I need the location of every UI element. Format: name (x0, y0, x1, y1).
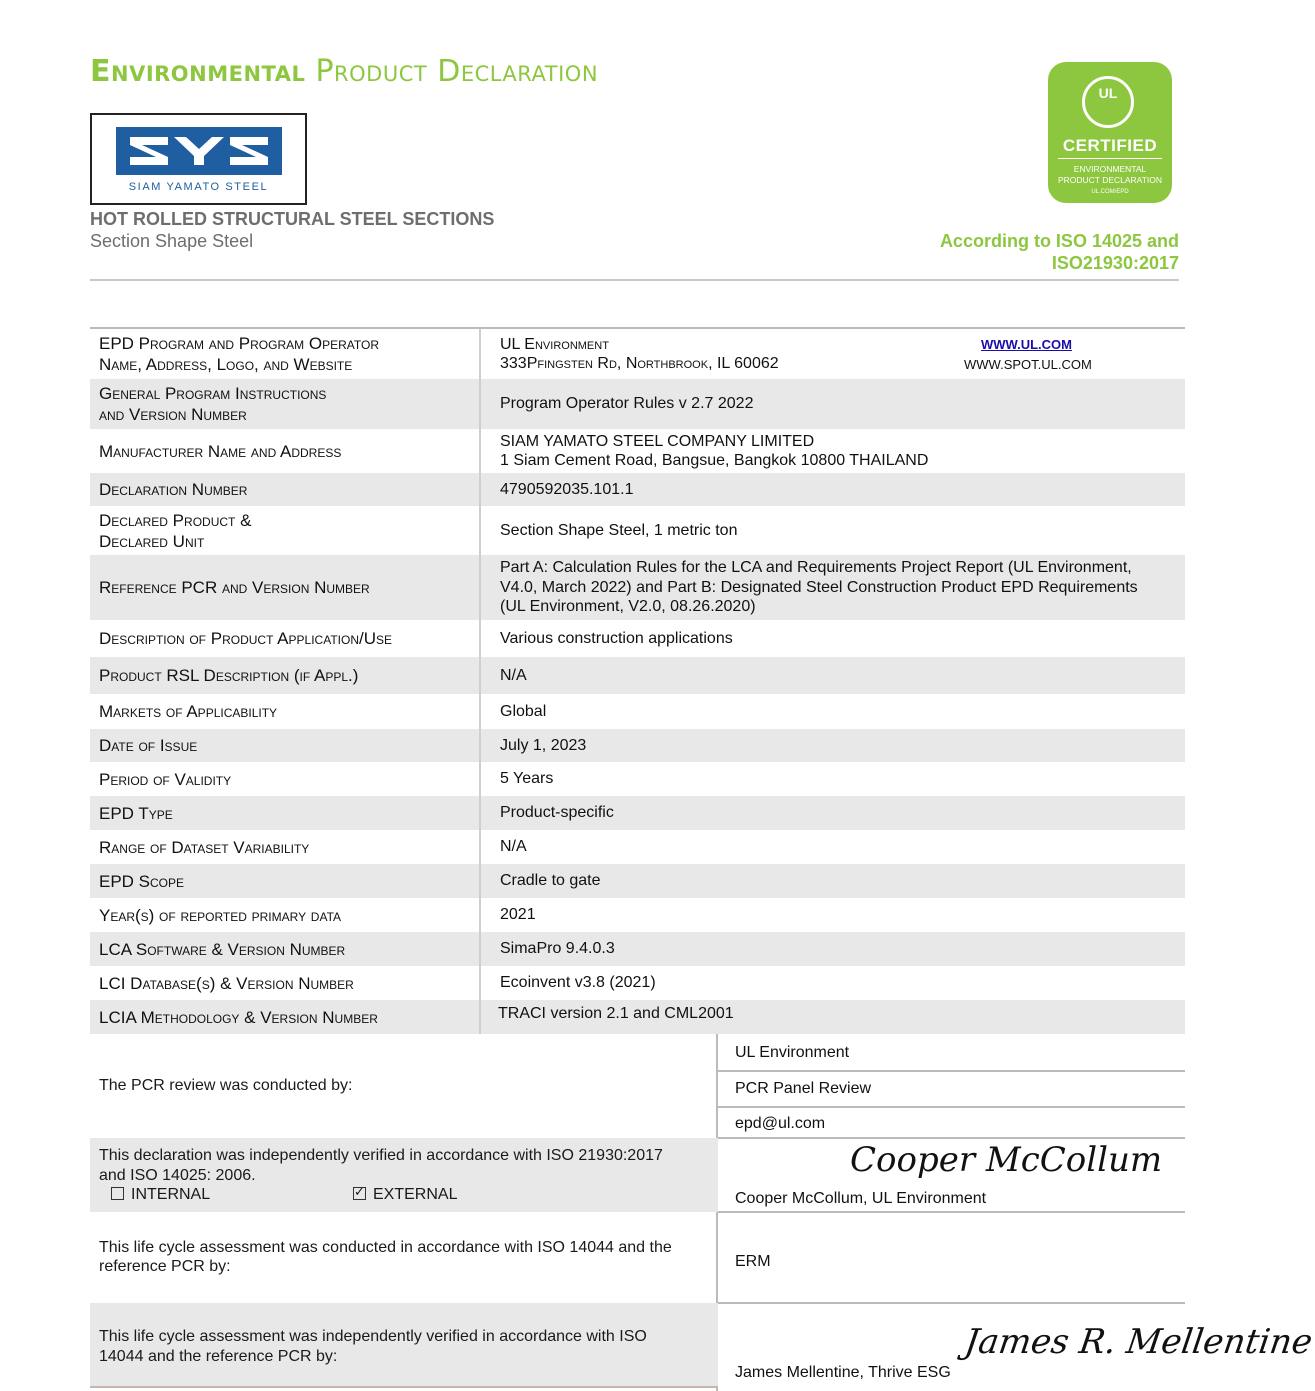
table-row (90, 620, 1185, 657)
internal-label: INTERNAL (131, 1186, 211, 1203)
row-value: TRACI version 2.1 and CML2001 (498, 1005, 734, 1023)
row-value: N/A (500, 838, 527, 856)
value-line2: V4.0, March 2022) and Part B: Designated Steel Construction Product EPD Requirements (500, 578, 1138, 596)
column-divider (479, 966, 481, 1000)
column-divider (479, 329, 481, 379)
lca-conducted-row (90, 1212, 718, 1302)
lca-conducted-text (99, 1212, 700, 1302)
logo-brand-text: SIAM YAMATO STEEL (128, 181, 269, 193)
row-value: Product-specific (500, 804, 614, 822)
value-line2: 1 Siam Cement Road, Bangsue, Bangkok 10800 THAILAND (500, 452, 929, 469)
value-line3: (UL Environment, V2.0, 08.26.2020) (500, 598, 756, 616)
internal-checkbox[interactable] (111, 1187, 124, 1200)
column-divider (479, 729, 481, 762)
lca-text-line1: This life cycle assessment was conducted in accordance with ISO 14044 and the (99, 1238, 672, 1256)
external-label: EXTERNAL (373, 1186, 458, 1203)
table-row (90, 506, 1185, 555)
iso-standard-note (940, 230, 1179, 274)
lca-verify-line2: 14044 and the reference PCR by: (99, 1347, 338, 1365)
column-divider (479, 620, 481, 657)
sys-logo-icon (116, 127, 282, 175)
ul-website-link[interactable]: WWW.UL.COM (981, 337, 1072, 352)
column-divider (479, 657, 481, 694)
badge-caption (1048, 164, 1172, 186)
pcr-review-org: UL Environment (735, 1044, 850, 1061)
row-label: EPD Type (99, 803, 173, 823)
product-subtitle: Section Shape Steel (90, 231, 254, 251)
external-option[interactable] (353, 1185, 457, 1205)
lca-verifier-name: James Mellentine, Thrive ESG (735, 1364, 951, 1381)
column-divider (479, 555, 481, 620)
badge-certified: CERTIFIED (1062, 136, 1158, 155)
row-label: LCIA Methodology & Version Number (99, 1007, 378, 1027)
row-label: LCA Software & Version Number (99, 939, 346, 959)
column-divider (479, 379, 481, 429)
ul-mark-text: UL (1098, 85, 1118, 101)
column-divider (479, 830, 481, 864)
lca-verification-row (90, 1303, 718, 1387)
table-row (90, 1000, 1185, 1034)
lca-text-line2: reference PCR by: (99, 1258, 231, 1275)
badge-line2: PRODUCT DECLARATION (1057, 175, 1163, 185)
row-value: Various construction applications (500, 629, 733, 647)
table-row-program-operator (90, 329, 1185, 379)
column-divider (479, 898, 481, 932)
table-row (90, 796, 1185, 830)
row-label: Year(s) of reported primary data (99, 905, 342, 925)
iso-line2: ISO21930:2017 (1051, 253, 1179, 273)
lca-verifier-signature: James R. Mellentine (962, 1322, 1315, 1362)
verification-row (90, 1138, 718, 1212)
table-row (90, 379, 1185, 429)
review-divider (718, 1106, 1185, 1108)
table-row (90, 555, 1185, 620)
pcr-panel: PCR Panel Review (735, 1080, 872, 1097)
column-divider (479, 762, 481, 796)
review-divider (718, 1211, 1185, 1213)
table-row (90, 473, 1185, 506)
value-line1: SIAM YAMATO STEEL COMPANY LIMITED (500, 432, 815, 450)
row-label (99, 329, 479, 379)
row-label: Product RSL Description (if Appl.) (99, 666, 359, 685)
row-value: Cradle to gate (500, 872, 601, 890)
row-label: Manufacturer Name and Address (99, 441, 342, 461)
label-line1: General Program Instructions (99, 384, 327, 403)
table-row (90, 898, 1185, 932)
row-value: Program Operator Rules v 2.7 2022 (500, 395, 754, 413)
iso-line1: According to ISO 14025 and (939, 231, 1179, 251)
internal-option[interactable] (111, 1185, 210, 1205)
table-row (90, 729, 1185, 762)
badge-url: UL.COM/EPD (1091, 189, 1129, 195)
verification-line1: This declaration was independently verified in accordance with ISO 21930:2017 (99, 1147, 663, 1164)
row-label (99, 506, 479, 555)
lca-practitioner: ERM (735, 1253, 771, 1270)
ul-certified-badge (1048, 62, 1172, 203)
badge-divider (1058, 158, 1162, 159)
row-value: N/A (500, 666, 527, 684)
table-row (90, 830, 1185, 864)
row-value: 5 Years (500, 770, 554, 788)
label-line1: Declared Product & (99, 510, 252, 530)
title-rest: Product Declaration (315, 54, 599, 89)
row-label (99, 379, 479, 429)
operator-address: 333Pfingsten Rd, Northbrook, IL 60062 (500, 355, 779, 372)
row-value: Section Shape Steel, 1 metric ton (500, 521, 738, 539)
label-line2: Declared Unit (99, 531, 205, 551)
row-label: Period of Validity (99, 769, 232, 789)
column-divider (479, 932, 481, 966)
row-value: July 1, 2023 (500, 736, 587, 754)
bottom-border (90, 1386, 718, 1388)
table-row (90, 762, 1185, 796)
external-checkbox[interactable] (353, 1187, 366, 1200)
table-row (90, 429, 1185, 473)
label-line2: and Version Number (99, 405, 247, 424)
verification-text (99, 1146, 700, 1212)
review-divider (718, 1070, 1185, 1072)
page-title (90, 54, 598, 89)
verifier-name: Cooper McCollum, UL Environment (735, 1190, 987, 1207)
ul-mark-icon (1082, 76, 1134, 128)
column-divider (479, 864, 481, 898)
column-divider (479, 694, 481, 729)
operator-name: UL Environment (500, 335, 609, 353)
row-value: Ecoinvent v3.8 (2021) (500, 974, 656, 992)
header-divider (90, 279, 1179, 281)
review-divider (718, 1302, 1185, 1304)
label-line1: EPD Program and Program Operator (99, 334, 379, 353)
table-row (90, 864, 1185, 898)
row-label: Description of Product Application/Use (99, 629, 392, 648)
pcr-review-text: The PCR review was conducted by: (99, 1077, 353, 1095)
column-divider (479, 429, 481, 473)
row-label: EPD Scope (99, 871, 185, 891)
row-label: Reference PCR and Version Number (99, 578, 370, 597)
row-value: SimaPro 9.4.0.3 (500, 940, 615, 958)
title-bold: Environmental (90, 54, 306, 89)
product-title: HOT ROLLED STRUCTURAL STEEL SECTIONS (90, 209, 495, 229)
pcr-email: epd@ul.com (735, 1115, 826, 1132)
row-value (500, 429, 1169, 473)
row-label: Range of Dataset Variability (99, 837, 310, 857)
table-row (90, 932, 1185, 966)
column-divider (479, 506, 481, 555)
pcr-review-row (90, 1034, 718, 1138)
row-label: Declaration Number (99, 480, 248, 499)
row-label: Date of Issue (99, 736, 198, 755)
lca-verify-line1: This life cycle assessment was independently verified in accordance with ISO (99, 1328, 647, 1345)
verification-options (99, 1185, 700, 1205)
sys-logo (90, 113, 307, 205)
row-label: LCI Database(s) & Version Number (99, 973, 354, 993)
table-row (90, 657, 1185, 694)
column-divider (479, 796, 481, 830)
row-value: Global (500, 702, 547, 720)
verifier-signature: Cooper McCollum (850, 1140, 1163, 1180)
row-label: Markets of Applicability (99, 702, 278, 721)
value-line1: Part A: Calculation Rules for the LCA and Requirements Project Report (UL Environment, (500, 559, 1132, 577)
spot-website-link[interactable]: WWW.SPOT.UL.COM (964, 357, 1092, 372)
verification-line2: and ISO 14025: 2006. (99, 1166, 256, 1184)
row-value (500, 555, 1169, 620)
column-divider (479, 1000, 481, 1034)
label-line2: Name, Address, Logo, and Website (99, 355, 353, 374)
review-divider (718, 1137, 1185, 1139)
table-row (90, 694, 1185, 729)
row-value: 2021 (500, 906, 536, 924)
badge-line1: ENVIRONMENTAL (1073, 164, 1147, 174)
lca-verification-text (99, 1327, 700, 1387)
row-value: 4790592035.101.1 (500, 480, 634, 498)
column-divider (479, 473, 481, 506)
